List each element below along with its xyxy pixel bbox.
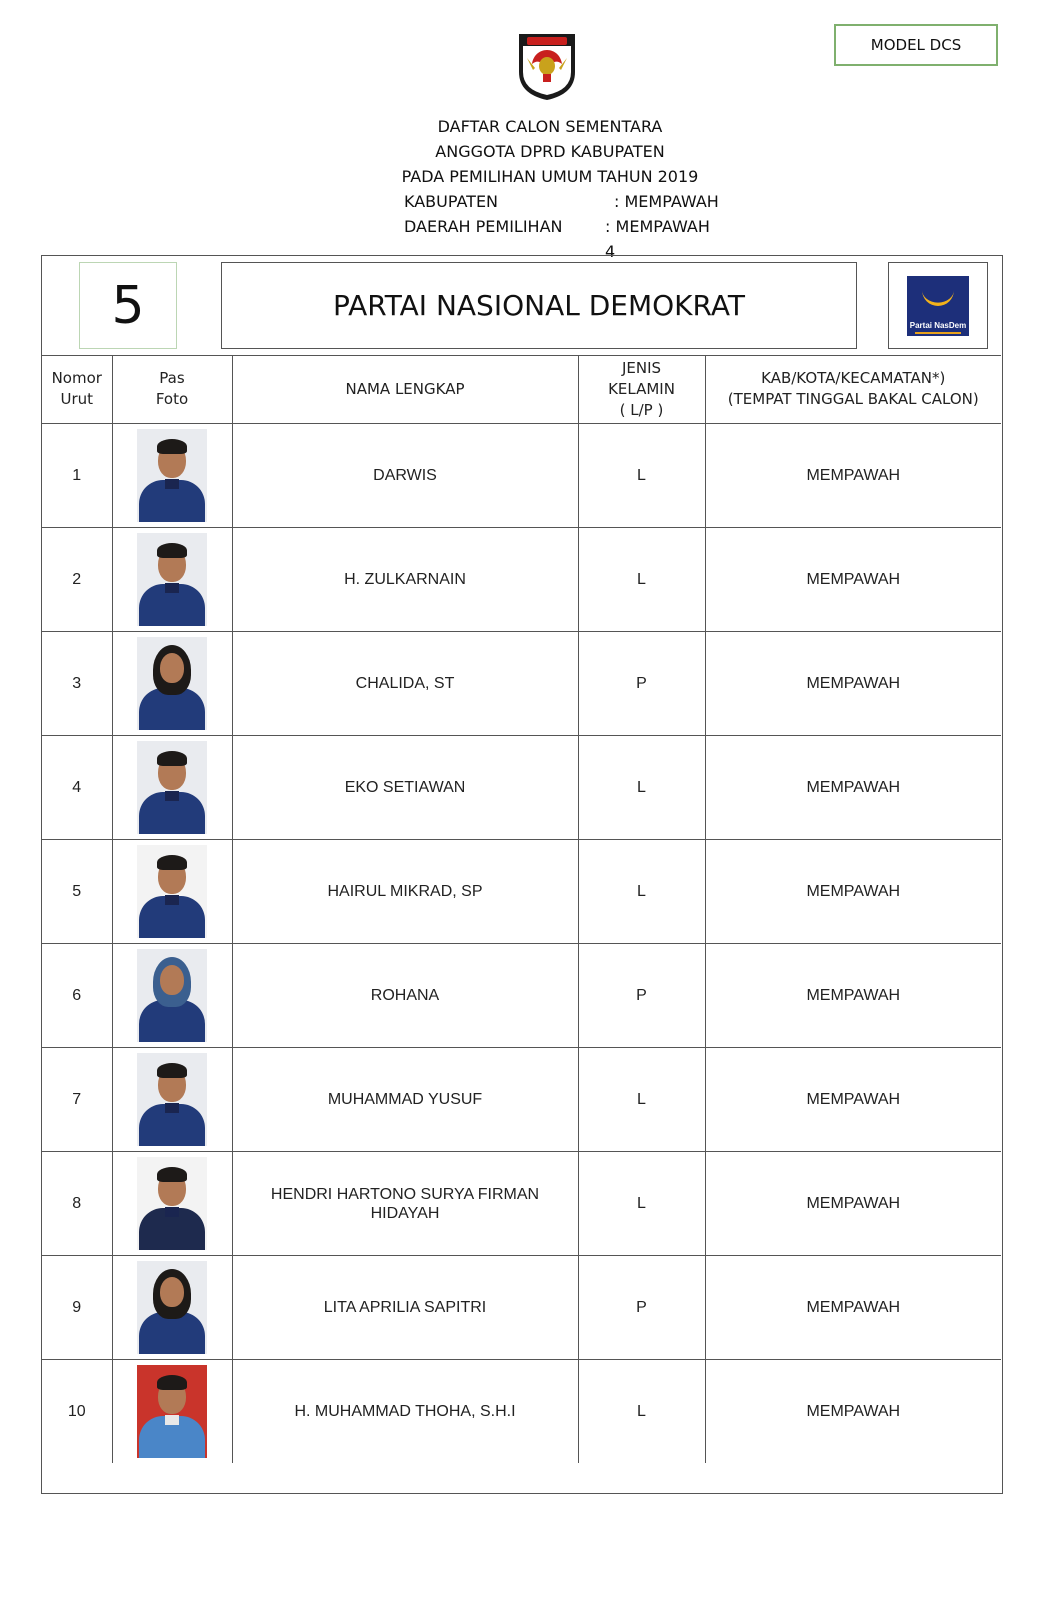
nasdem-logo-icon <box>907 276 969 336</box>
row-number: 8 <box>42 1152 112 1256</box>
dapil-label: DAERAH PEMILIHAN <box>404 217 563 236</box>
col-header-gender: JENIS KELAMIN ( L/P ) <box>578 355 705 424</box>
candidate-gender: L <box>578 736 705 840</box>
candidate-photo <box>137 1261 207 1354</box>
candidate-photo <box>137 1053 207 1146</box>
photo-cell <box>112 424 232 528</box>
photo-cell <box>112 1152 232 1256</box>
candidate-name: DARWIS <box>232 424 578 528</box>
party-logo-box <box>888 262 988 349</box>
candidate-name: ROHANA <box>232 944 578 1048</box>
table-row <box>42 528 1001 632</box>
candidate-gender: P <box>578 944 705 1048</box>
candidate-gender: L <box>578 1360 705 1464</box>
candidate-table <box>42 355 1001 1463</box>
table-row <box>42 944 1001 1048</box>
row-number: 2 <box>42 528 112 632</box>
party-number: 5 <box>79 262 177 349</box>
photo-cell <box>112 840 232 944</box>
kabupaten-value: : MEMPAWAH <box>614 192 719 211</box>
heading-line-2: ANGGOTA DPRD KABUPATEN <box>435 142 665 161</box>
table-row <box>42 1360 1001 1464</box>
kabupaten-label: KABUPATEN <box>404 192 499 211</box>
candidate-residence: MEMPAWAH <box>705 424 1001 528</box>
candidate-name: CHALIDA, ST <box>232 632 578 736</box>
candidate-photo <box>137 741 207 834</box>
candidate-name: LITA APRILIA SAPITRI <box>232 1256 578 1360</box>
col-header-number: Nomor Urut <box>42 355 112 424</box>
table-row <box>42 1048 1001 1152</box>
candidate-photo <box>137 949 207 1042</box>
heading-line-1: DAFTAR CALON SEMENTARA <box>437 117 663 136</box>
candidate-photo <box>137 429 207 522</box>
candidate-photo <box>137 845 207 938</box>
kpu-logo-icon <box>513 28 581 102</box>
table-row <box>42 840 1001 944</box>
candidate-residence: MEMPAWAH <box>705 632 1001 736</box>
candidate-residence: MEMPAWAH <box>705 736 1001 840</box>
candidate-name: HENDRI HARTONO SURYA FIRMAN HIDAYAH <box>232 1152 578 1256</box>
candidate-name: HAIRUL MIKRAD, SP <box>232 840 578 944</box>
candidate-gender: L <box>578 840 705 944</box>
candidate-gender: P <box>578 632 705 736</box>
candidate-gender: L <box>578 424 705 528</box>
row-number: 5 <box>42 840 112 944</box>
candidate-gender: L <box>578 1152 705 1256</box>
col-header-residence: KAB/KOTA/KECAMATAN*) (TEMPAT TINGGAL BAKAL CALON) <box>705 355 1001 424</box>
photo-cell <box>112 1256 232 1360</box>
candidate-gender: L <box>578 1048 705 1152</box>
table-header-row <box>42 355 1001 424</box>
candidate-photo <box>137 1365 207 1458</box>
table-row <box>42 632 1001 736</box>
candidate-residence: MEMPAWAH <box>705 1048 1001 1152</box>
row-number: 3 <box>42 632 112 736</box>
candidate-residence: MEMPAWAH <box>705 1256 1001 1360</box>
row-number: 4 <box>42 736 112 840</box>
candidate-name: EKO SETIAWAN <box>232 736 578 840</box>
candidate-gender: L <box>578 528 705 632</box>
candidate-name: MUHAMMAD YUSUF <box>232 1048 578 1152</box>
crescent-icon <box>918 284 958 314</box>
photo-cell <box>112 528 232 632</box>
photo-cell <box>112 1048 232 1152</box>
nasdem-logo-text: Partai NasDem <box>909 320 967 330</box>
row-number: 10 <box>42 1360 112 1464</box>
row-number: 1 <box>42 424 112 528</box>
candidate-residence: MEMPAWAH <box>705 1152 1001 1256</box>
heading-line-3: PADA PEMILIHAN UMUM TAHUN 2019 <box>401 167 699 186</box>
model-dcs-label: MODEL DCS <box>834 24 998 66</box>
photo-cell <box>112 736 232 840</box>
candidate-residence: MEMPAWAH <box>705 944 1001 1048</box>
table-row <box>42 1256 1001 1360</box>
dapil-value: : MEMPAWAH 4 <box>605 217 710 261</box>
candidate-residence: MEMPAWAH <box>705 1360 1001 1464</box>
party-header <box>42 256 1001 356</box>
row-number: 9 <box>42 1256 112 1360</box>
row-number: 7 <box>42 1048 112 1152</box>
table-row <box>42 736 1001 840</box>
candidate-sheet <box>41 255 1003 1494</box>
document-heading <box>380 114 720 264</box>
candidate-residence: MEMPAWAH <box>705 528 1001 632</box>
table-row <box>42 1152 1001 1256</box>
table-row <box>42 424 1001 528</box>
photo-cell <box>112 1360 232 1464</box>
party-name: PARTAI NASIONAL DEMOKRAT <box>221 262 857 349</box>
col-header-photo: Pas Foto <box>112 355 232 424</box>
col-header-name: NAMA LENGKAP <box>232 355 578 424</box>
candidate-name: H. ZULKARNAIN <box>232 528 578 632</box>
candidate-residence: MEMPAWAH <box>705 840 1001 944</box>
candidate-photo <box>137 533 207 626</box>
candidate-name: H. MUHAMMAD THOHA, S.H.I <box>232 1360 578 1464</box>
kabupaten-line <box>380 189 720 214</box>
candidate-photo <box>137 637 207 730</box>
row-number: 6 <box>42 944 112 1048</box>
candidate-photo <box>137 1157 207 1250</box>
candidate-gender: P <box>578 1256 705 1360</box>
photo-cell <box>112 944 232 1048</box>
photo-cell <box>112 632 232 736</box>
